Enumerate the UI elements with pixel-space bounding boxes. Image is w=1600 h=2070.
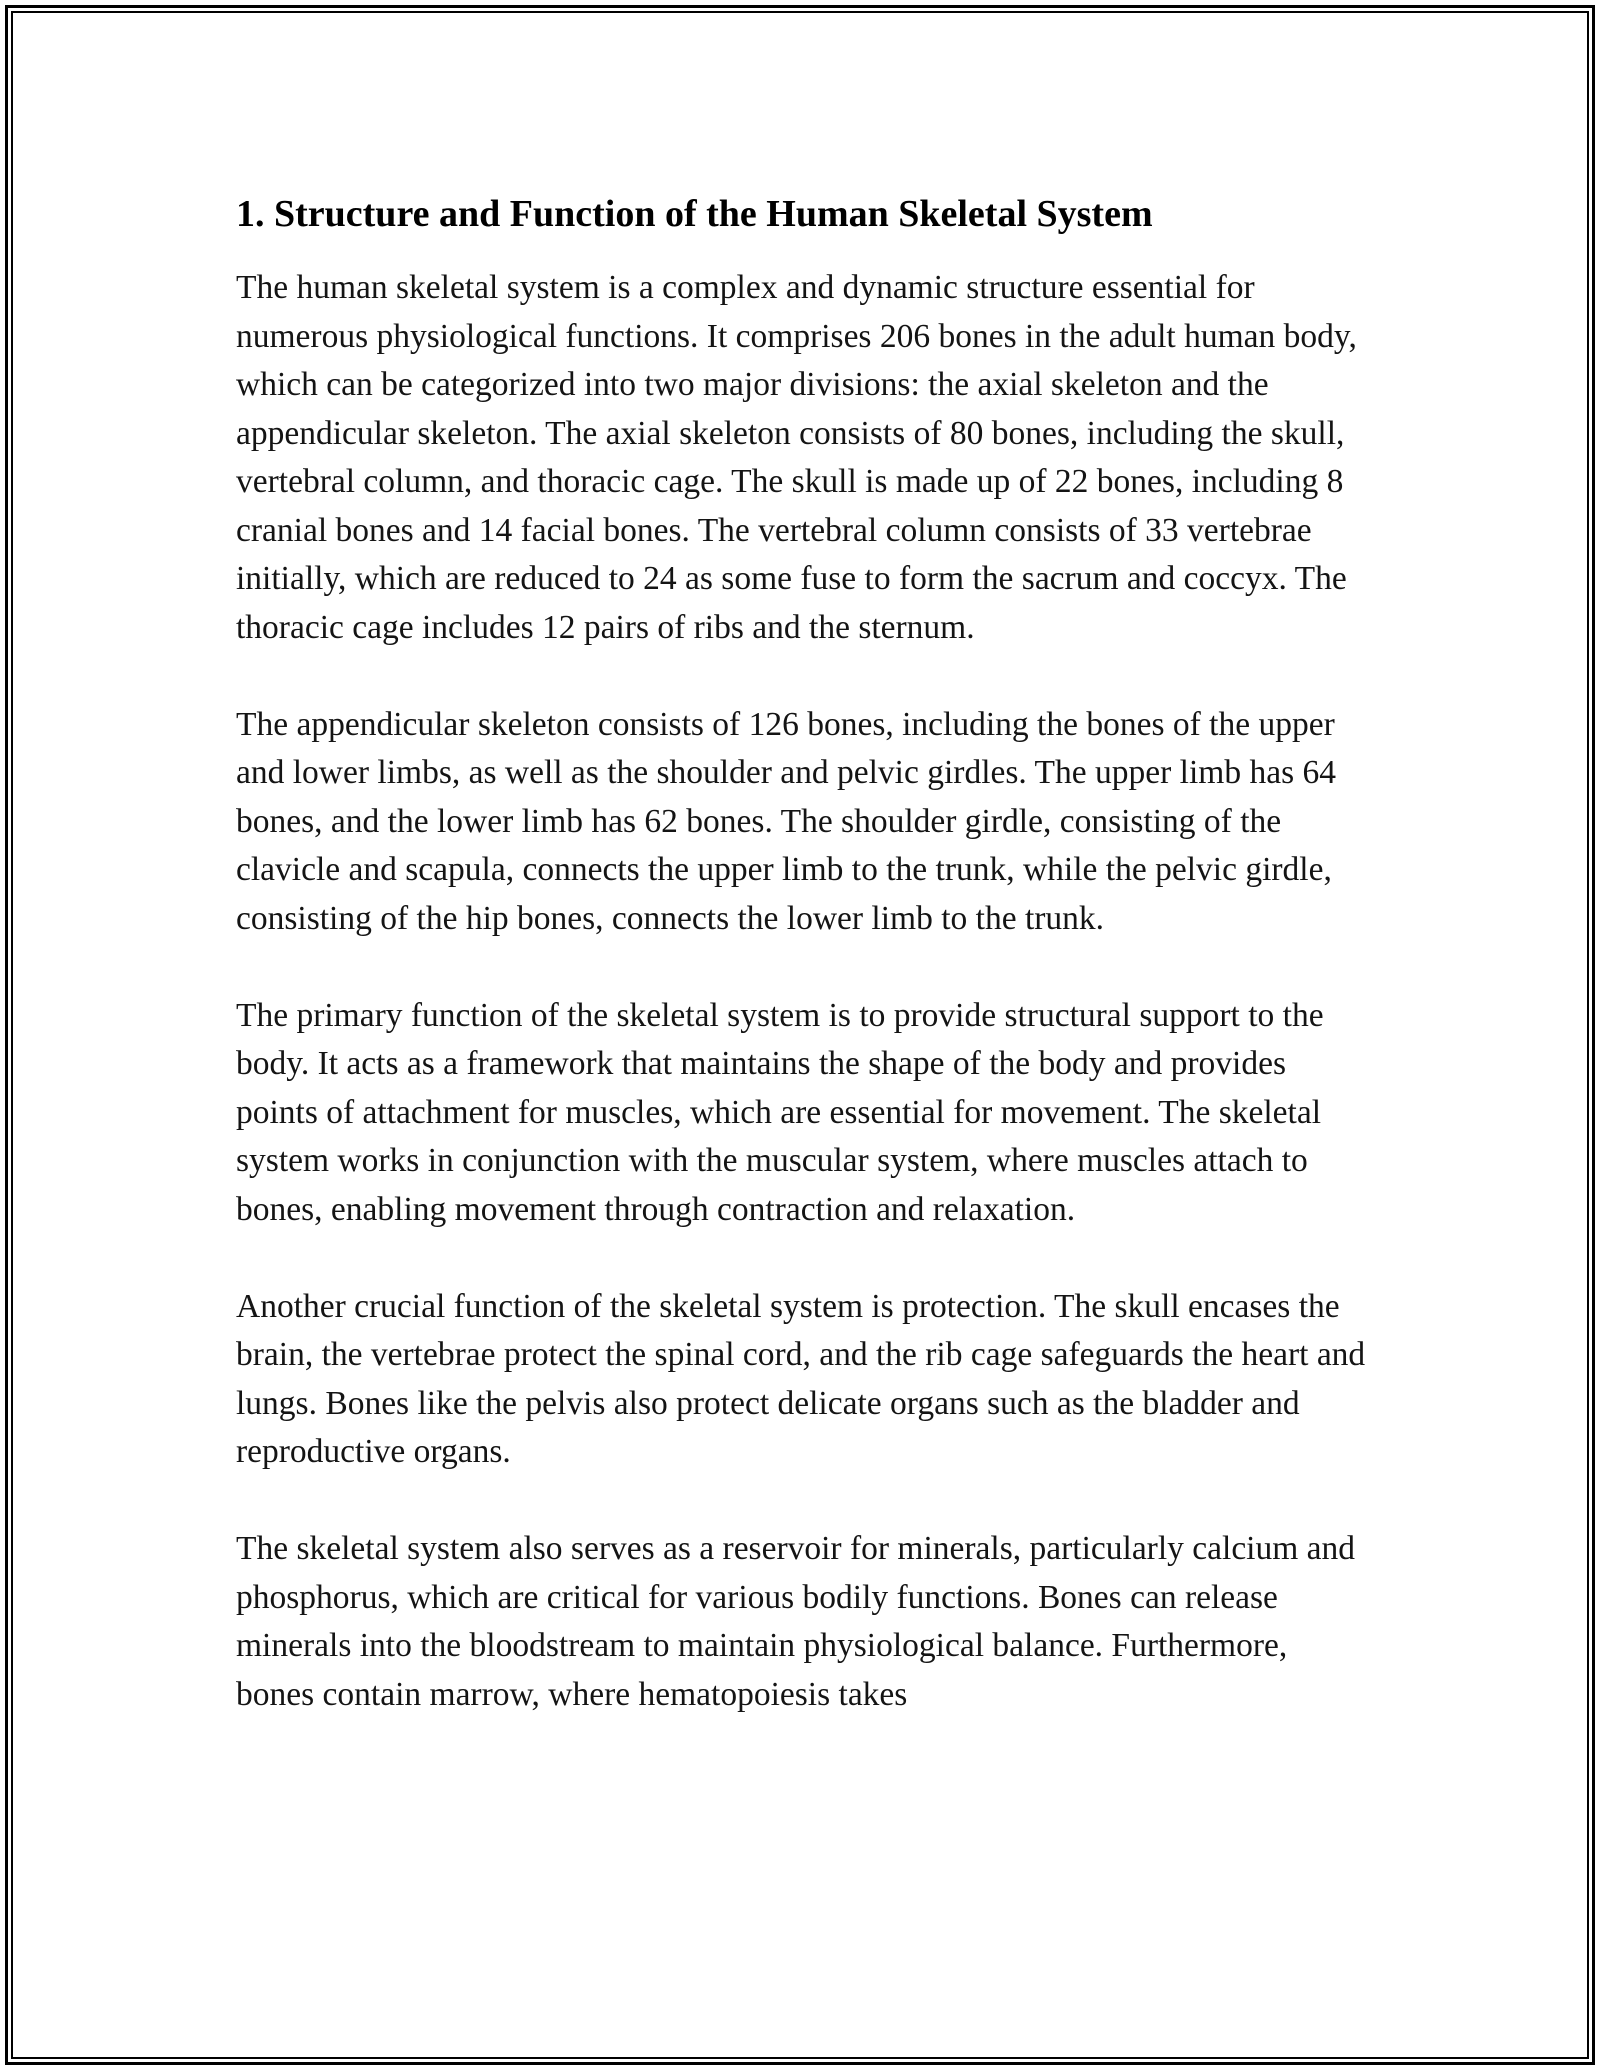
paragraph-appendicular-skeleton: The appendicular skeleton consists of 126 bones, including the bones of the upper and lower limbs, as well as the shoulder and pelvic girdles. The upper limb has 64 bones, and the lower limb has 62 bones. The shoulder girdle, consisting of the clavicle and scapula, connects the upper limb to the trunk, while the pelvic girdle, consisting of the hip bones, connects the lower limb to the trunk. — [236, 705, 1336, 937]
paragraph-axial-skeleton: The human skeletal system is a complex and dynamic structure essential for numerous physiological functions. It comprises 206 bones in the adult human body, which can be categorized into two major divisions: the axial skeleton and the appendicular skeleton. The axial skeleton consists of 80 bones, including the skull, vertebral column, and thoracic cage. The skull is made up of 22 bones, including 8 cranial bones and 14 facial bones. The vertebral column consists of 33 vertebrae initially, which are reduced to 24 as some fuse to form the sacrum and coccyx. The thoracic cage includes 12 pairs of ribs and the sternum. — [236, 269, 1357, 646]
paragraph-mineral-reservoir: The skeletal system also serves as a reservoir for minerals, particularly calcium and phosphorus, which are critical for various bodily functions. Bones can release minerals into the bloodstream to maintain physiological balance. Furthermore, bones contain marrow, where hematopoiesis takes — [236, 1530, 1356, 1713]
paragraph-protection: Another crucial function of the skeletal system is protection. The skull encases the brain, the vertebrae protect the spinal cord, and the rib cage safeguards the heart and lungs. Bones like the pelvis also protect delicate organs such as the bladder and reproductive organs. — [236, 1287, 1366, 1470]
paragraph-structural-support: The primary function of the skeletal system is to provide structural support to the body. It acts as a framework that maintains the shape of the body and provides points of attachment for muscles, which are essential for movement. The skeletal system works in conjunction with the muscular system, where muscles attach to bones, enabling movement through contraction and relaxation. — [236, 996, 1324, 1228]
section-heading: 1. Structure and Function of the Human Skeletal System — [236, 193, 1153, 235]
document-body — [236, 188, 1366, 1719]
